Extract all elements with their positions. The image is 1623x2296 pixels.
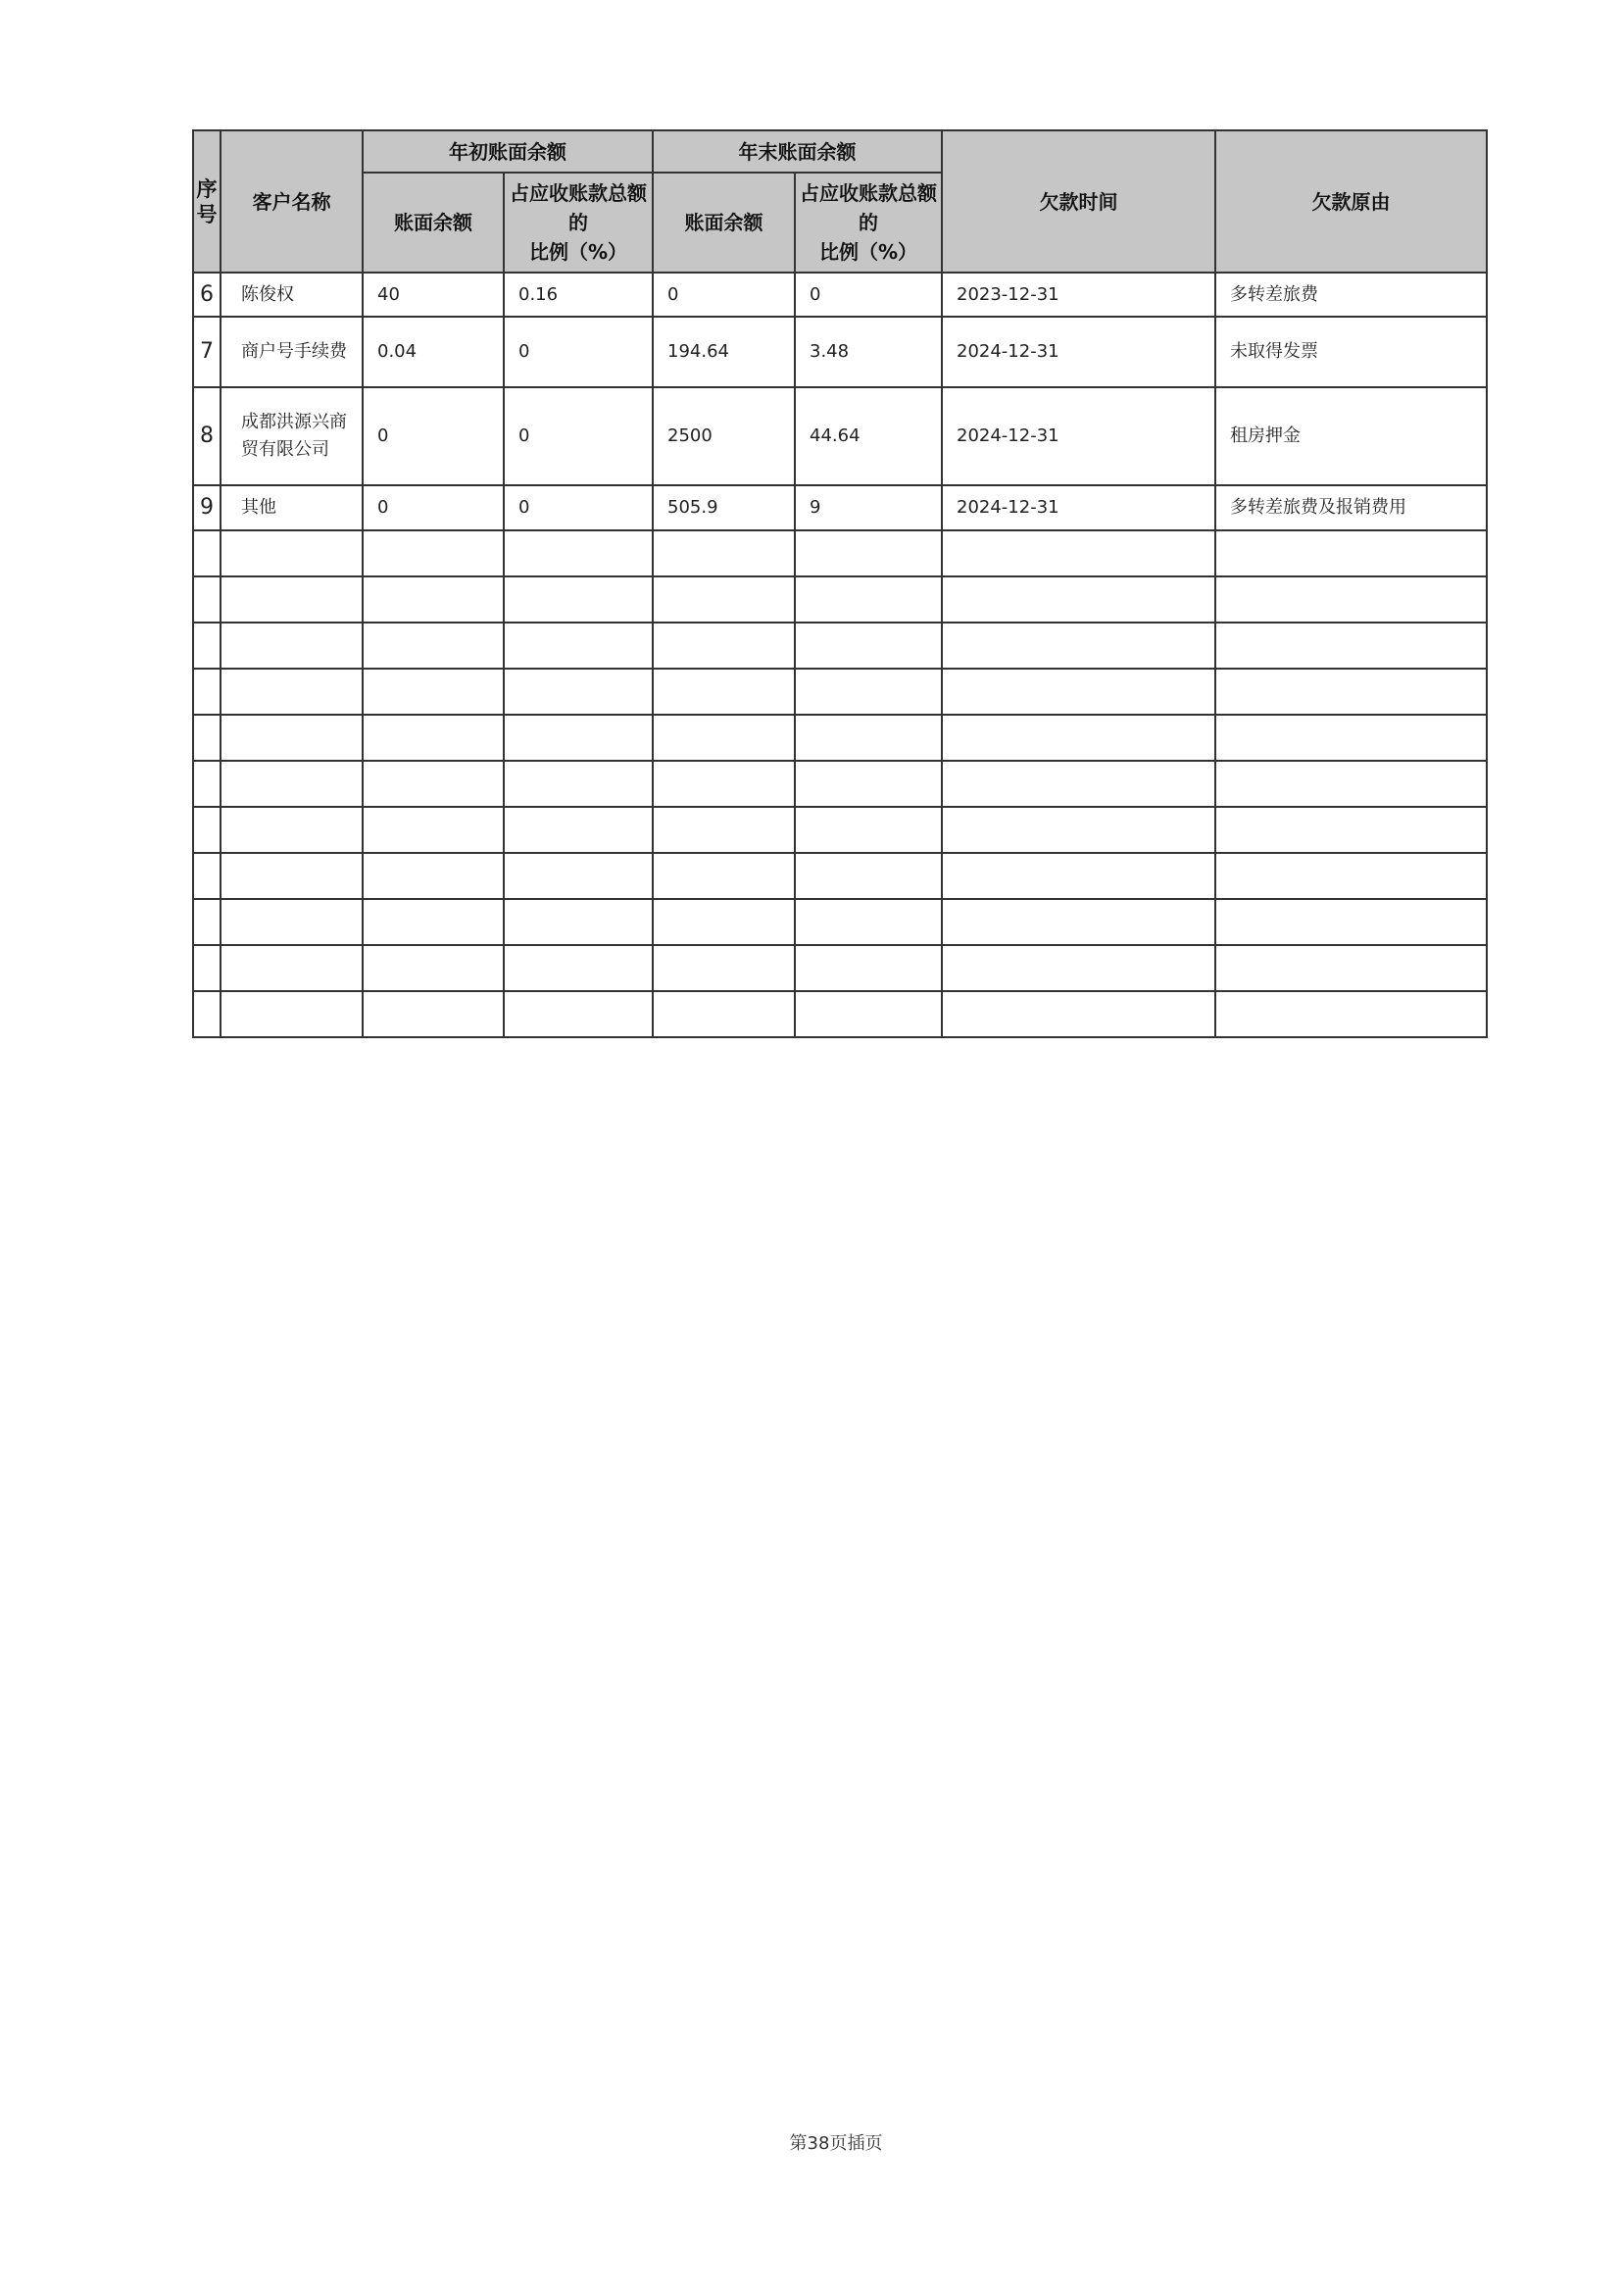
- closing-ratio-cell: 3.48: [795, 317, 942, 387]
- opening-ratio-cell: [504, 623, 653, 669]
- seq-cell: [193, 576, 221, 623]
- empty-table-row: [193, 669, 1487, 715]
- debt-time-cell: 2024-12-31: [942, 317, 1215, 387]
- opening-ratio-cell: 0: [504, 485, 653, 530]
- opening-balance-cell: 40: [363, 273, 504, 317]
- debt-reason-cell: [1215, 761, 1487, 807]
- seq-cell: 7: [193, 317, 221, 387]
- opening-ratio-cell: [504, 945, 653, 991]
- customer-cell: [221, 991, 363, 1037]
- opening-balance-cell: [363, 853, 504, 899]
- debt-time-cell: 2024-12-31: [942, 387, 1215, 485]
- debt-reason-cell: [1215, 945, 1487, 991]
- opening-balance-cell: [363, 991, 504, 1037]
- seq-cell: [193, 530, 221, 576]
- opening-balance-cell: [363, 530, 504, 576]
- customer-cell: [221, 623, 363, 669]
- closing-balance-cell: [653, 669, 795, 715]
- seq-cell: [193, 761, 221, 807]
- empty-table-row: [193, 899, 1487, 945]
- closing-balance-cell: [653, 623, 795, 669]
- seq-cell: [193, 945, 221, 991]
- closing-ratio-cell: [795, 991, 942, 1037]
- customer-cell: [221, 807, 363, 853]
- debt-reason-cell: [1215, 807, 1487, 853]
- header-debt-time: 欠款时间: [942, 130, 1215, 273]
- customer-cell: 商户号手续费: [221, 317, 363, 387]
- closing-balance-cell: [653, 945, 795, 991]
- debt-time-cell: 2023-12-31: [942, 273, 1215, 317]
- closing-ratio-cell: [795, 899, 942, 945]
- seq-cell: [193, 623, 221, 669]
- debt-time-cell: [942, 715, 1215, 761]
- debt-time-cell: [942, 899, 1215, 945]
- opening-ratio-cell: 0: [504, 387, 653, 485]
- opening-ratio-cell: [504, 991, 653, 1037]
- customer-cell: [221, 945, 363, 991]
- table-row: [193, 485, 1487, 530]
- debt-reason-cell: [1215, 530, 1487, 576]
- debt-reason-cell: 未取得发票: [1215, 317, 1487, 387]
- opening-balance-cell: [363, 761, 504, 807]
- closing-ratio-cell: [795, 945, 942, 991]
- closing-balance-cell: [653, 853, 795, 899]
- opening-ratio-cell: 0: [504, 317, 653, 387]
- debt-reason-cell: 租房押金: [1215, 387, 1487, 485]
- closing-ratio-cell: [795, 530, 942, 576]
- opening-balance-cell: [363, 715, 504, 761]
- debt-reason-cell: 多转差旅费及报销费用: [1215, 485, 1487, 530]
- customer-cell: [221, 899, 363, 945]
- debt-time-cell: [942, 761, 1215, 807]
- seq-cell: [193, 899, 221, 945]
- empty-table-row: [193, 530, 1487, 576]
- empty-table-row: [193, 623, 1487, 669]
- closing-balance-cell: 505.9: [653, 485, 795, 530]
- debt-reason-cell: [1215, 623, 1487, 669]
- seq-cell: 8: [193, 387, 221, 485]
- ratio-label-line2: 比例（%）: [818, 240, 918, 264]
- customer-cell: 其他: [221, 485, 363, 530]
- page-footer: 第38页插页: [789, 2133, 883, 2154]
- closing-ratio-cell: 0: [795, 273, 942, 317]
- header-opening-balance: 账面余额: [363, 173, 504, 273]
- seq-cell: [193, 853, 221, 899]
- closing-ratio-cell: [795, 669, 942, 715]
- opening-balance-cell: [363, 945, 504, 991]
- closing-balance-cell: [653, 530, 795, 576]
- closing-ratio-cell: [795, 807, 942, 853]
- seq-cell: [193, 991, 221, 1037]
- closing-ratio-cell: [795, 761, 942, 807]
- debt-time-cell: [942, 576, 1215, 623]
- debt-time-cell: 2024-12-31: [942, 485, 1215, 530]
- debt-time-cell: [942, 669, 1215, 715]
- closing-ratio-cell: [795, 623, 942, 669]
- debt-reason-cell: [1215, 991, 1487, 1037]
- closing-ratio-cell: [795, 576, 942, 623]
- seq-cell: [193, 715, 221, 761]
- empty-table-row: [193, 945, 1487, 991]
- closing-balance-cell: 2500: [653, 387, 795, 485]
- debt-reason-cell: [1215, 669, 1487, 715]
- opening-ratio-cell: [504, 853, 653, 899]
- empty-table-row: [193, 991, 1487, 1037]
- debt-time-cell: [942, 623, 1215, 669]
- opening-balance-cell: [363, 899, 504, 945]
- opening-balance-cell: 0: [363, 485, 504, 530]
- ratio-label-line1: 占应收账款总额的: [800, 181, 937, 234]
- closing-balance-cell: [653, 576, 795, 623]
- closing-ratio-cell: 44.64: [795, 387, 942, 485]
- closing-balance-cell: [653, 761, 795, 807]
- table-row: [193, 317, 1487, 387]
- customer-cell: [221, 530, 363, 576]
- header-debt-reason: 欠款原由: [1215, 130, 1487, 273]
- ratio-label-line1: 占应收账款总额的: [510, 181, 647, 234]
- receivables-table: [192, 129, 1488, 1038]
- header-closing-balance-group: 年末账面余额: [653, 130, 942, 173]
- seq-cell: 9: [193, 485, 221, 530]
- opening-ratio-cell: [504, 576, 653, 623]
- closing-balance-cell: 0: [653, 273, 795, 317]
- customer-cell: 成都洪源兴商贸有限公司: [221, 387, 363, 485]
- debt-reason-cell: 多转差旅费: [1215, 273, 1487, 317]
- header-opening-ratio: [504, 173, 653, 273]
- debt-time-cell: [942, 807, 1215, 853]
- customer-cell: [221, 576, 363, 623]
- empty-table-row: [193, 853, 1487, 899]
- customer-cell: [221, 761, 363, 807]
- customer-cell: [221, 715, 363, 761]
- debt-reason-cell: [1215, 576, 1487, 623]
- customer-cell: [221, 853, 363, 899]
- opening-balance-cell: [363, 807, 504, 853]
- opening-ratio-cell: [504, 715, 653, 761]
- empty-table-row: [193, 761, 1487, 807]
- opening-balance-cell: [363, 576, 504, 623]
- closing-balance-cell: [653, 715, 795, 761]
- closing-ratio-cell: [795, 853, 942, 899]
- opening-ratio-cell: [504, 669, 653, 715]
- opening-ratio-cell: [504, 807, 653, 853]
- opening-ratio-cell: [504, 899, 653, 945]
- header-opening-balance-group: 年初账面余额: [363, 130, 653, 173]
- closing-balance-cell: 194.64: [653, 317, 795, 387]
- header-customer: 客户名称: [221, 130, 363, 273]
- debt-reason-cell: [1215, 715, 1487, 761]
- header-row: [193, 130, 1487, 173]
- header-closing-balance: 账面余额: [653, 173, 795, 273]
- closing-balance-cell: [653, 991, 795, 1037]
- opening-balance-cell: [363, 669, 504, 715]
- debt-reason-cell: [1215, 853, 1487, 899]
- customer-cell: 陈俊权: [221, 273, 363, 317]
- debt-time-cell: [942, 853, 1215, 899]
- closing-balance-cell: [653, 899, 795, 945]
- table-row: [193, 273, 1487, 317]
- closing-ratio-cell: [795, 715, 942, 761]
- opening-balance-cell: 0.04: [363, 317, 504, 387]
- closing-ratio-cell: 9: [795, 485, 942, 530]
- seq-cell: [193, 669, 221, 715]
- ratio-label-line2: 比例（%）: [528, 240, 628, 264]
- header-closing-ratio: [795, 173, 942, 273]
- debt-time-cell: [942, 530, 1215, 576]
- table-row: [193, 387, 1487, 485]
- opening-balance-cell: [363, 623, 504, 669]
- header-seq: 序号: [193, 130, 221, 273]
- customer-cell: [221, 669, 363, 715]
- debt-reason-cell: [1215, 899, 1487, 945]
- closing-balance-cell: [653, 807, 795, 853]
- opening-balance-cell: 0: [363, 387, 504, 485]
- debt-time-cell: [942, 945, 1215, 991]
- empty-table-row: [193, 807, 1487, 853]
- opening-ratio-cell: [504, 530, 653, 576]
- empty-table-row: [193, 576, 1487, 623]
- opening-ratio-cell: 0.16: [504, 273, 653, 317]
- opening-ratio-cell: [504, 761, 653, 807]
- seq-cell: 6: [193, 273, 221, 317]
- debt-time-cell: [942, 991, 1215, 1037]
- seq-cell: [193, 807, 221, 853]
- empty-table-row: [193, 715, 1487, 761]
